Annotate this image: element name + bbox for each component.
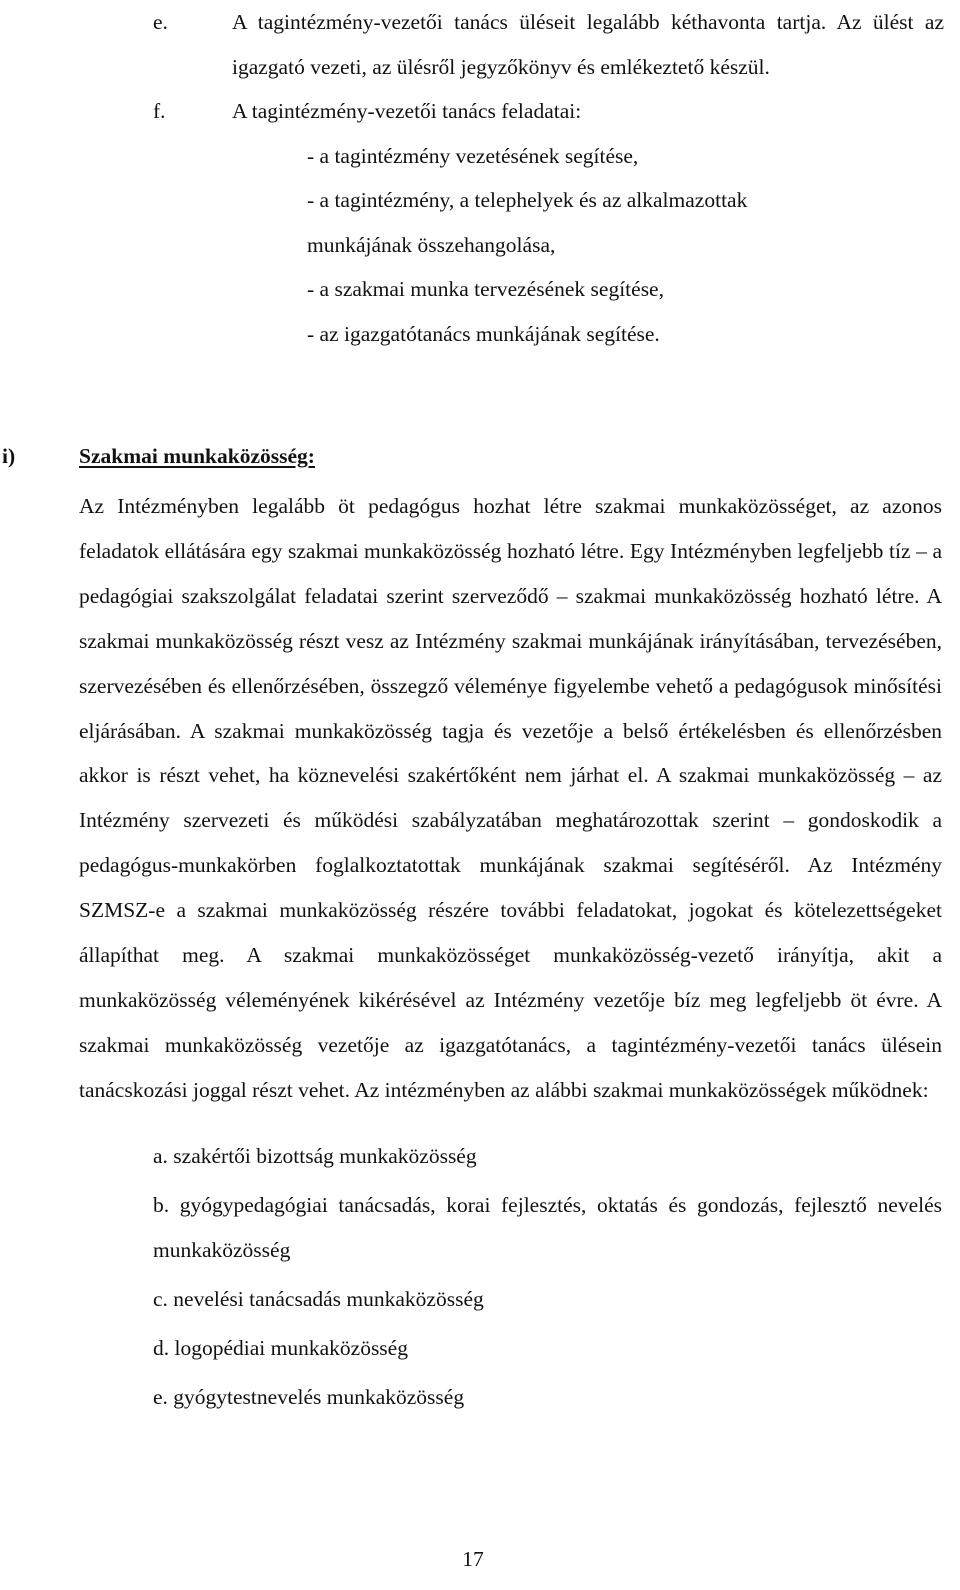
community-item: b. gyógypedagógiai tanácsadás, korai fejlesztés, oktatás és gondozás, fejlesztő nevelés munkaközösség — [153, 1193, 942, 1262]
section-heading — [0, 436, 960, 476]
section-szakmai-munkakozosseg — [0, 436, 960, 1420]
list-item-text: A tagintézmény-vezetői tanács feladatai: — [232, 99, 582, 123]
community-item: a. szakértői bizottság munkaközösség — [153, 1144, 477, 1169]
community-item: d. logopédiai munkaközösség — [153, 1335, 408, 1360]
task-list — [307, 134, 827, 357]
community-list — [153, 1134, 942, 1419]
list-item-e — [0, 0, 960, 89]
list-marker: f. — [153, 99, 166, 123]
section-paragraph: Az Intézményben legalább öt pedagógus hozhat létre szakmai munkaközösséget, az azonos feladatok ellátására egy szakmai munkaközösség hozható létre. Egy Intézményben legfeljebb tíz – a pedagógiai szakszolgálat feladatai szerint szerveződő – szakmai munkaközösség hozható létre. A szakmai munkaközösség részt vesz az Intézmény szakmai munkájának irányításában, tervezésében, szervezésében és ellenőrzésében, összegző véleménye figyelembe vehető a pedagógusok minősítési eljárásában. A szakmai munkaközösség tagja és vezetője a belső értékelésben és ellenőrzésben akkor is részt vehet, ha köznevelési szakértőként nem járhat el. A szakmai munkaközösség – az Intézmény szervezeti és működési szabályzatában meghatározottak szerint – gondoskodik a pedagógus-munkakörben foglalkoztatottak munkájának szakmai segítéséről. Az Intézmény SZMSZ-e a szakmai munkaközösség részére további feladatokat, jogokat és kötelezettségeket állapíthat meg. A szakmai munkaközösséget munkaközösség-vezető irányítja, akit a munkaközösség véleményének kikérésével az Intézmény vezetője bíz meg legfeljebb öt évre. A szakmai munkaközösség vezetője az igazgatótanács, a tagintézmény-vezetői tanács ülésein tanácskozási joggal részt vehet. Az intézményben az alábbi szakmai munkaközösségek működnek: — [79, 494, 942, 1102]
list-item-text: A tagintézmény-vezetői tanács üléseit legalább kéthavonta tartja. Az ülést az igazgató vezeti, az ülésről jegyzőkönyv és emlékeztető készül. — [232, 10, 944, 79]
list-marker: e. — [153, 10, 168, 34]
top-list — [0, 0, 960, 356]
task-item: - a tagintézmény, a telephelyek és az alkalmazottak munkájának összehangolása, — [307, 188, 748, 257]
task-item: - az igazgatótanács munkájának segítése. — [307, 321, 660, 346]
community-item: c. nevelési tanácsadás munkaközösség — [153, 1286, 484, 1311]
section-marker: i) — [2, 444, 16, 468]
task-item: - a tagintézmény vezetésének segítése, — [307, 143, 639, 168]
community-item: e. gyógytestnevelés munkaközösség — [153, 1384, 465, 1409]
page-number: 17 — [462, 1547, 484, 1571]
list-item-f — [0, 89, 960, 356]
section-title: Szakmai munkaközösség: — [79, 444, 315, 468]
task-item: - a szakmai munka tervezésének segítése, — [307, 277, 664, 301]
